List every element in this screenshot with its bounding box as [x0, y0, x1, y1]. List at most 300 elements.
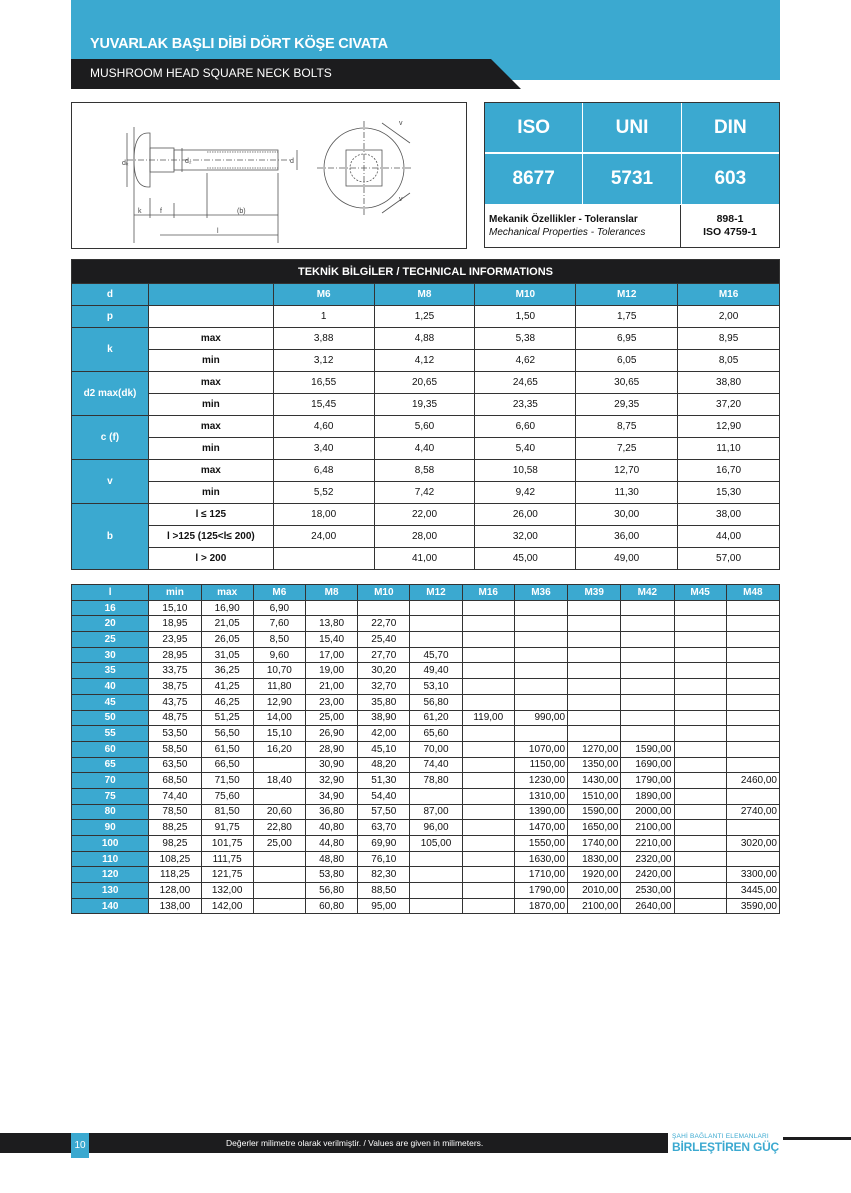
value-cell: 6,95: [576, 328, 678, 350]
value-cell: [674, 694, 726, 710]
value-cell: [568, 694, 621, 710]
value-cell: 76,10: [358, 851, 410, 867]
d-header: d: [72, 284, 149, 306]
value-cell: 4,60: [273, 416, 374, 438]
value-cell: [462, 851, 514, 867]
value-cell: 70,00: [410, 741, 462, 757]
table-row: [72, 647, 780, 663]
value-cell: 1790,00: [621, 773, 674, 789]
value-cell: [253, 851, 305, 867]
value-cell: [253, 788, 305, 804]
value-cell: 45,10: [358, 741, 410, 757]
value-cell: 15,40: [305, 632, 357, 648]
value-cell: [514, 632, 567, 648]
value-cell: 60,80: [305, 898, 357, 914]
value-cell: 15,10: [253, 726, 305, 742]
value-cell: 18,40: [253, 773, 305, 789]
value-cell: [726, 632, 779, 648]
value-cell: 17,00: [305, 647, 357, 663]
value-cell: 2,00: [678, 306, 780, 328]
value-cell: 63,50: [149, 757, 201, 773]
value-cell: 1150,00: [514, 757, 567, 773]
value-cell: 2010,00: [568, 883, 621, 899]
value-cell: 8,75: [576, 416, 678, 438]
table-row: [72, 883, 780, 899]
value-cell: [514, 616, 567, 632]
parameter-label: p: [72, 306, 149, 328]
value-cell: 45,00: [475, 548, 576, 570]
technical-info-row: [72, 526, 780, 548]
value-cell: 49,00: [576, 548, 678, 570]
value-cell: [358, 600, 410, 616]
value-cell: [462, 804, 514, 820]
length-cell: 45: [72, 694, 149, 710]
value-cell: [726, 788, 779, 804]
length-cell: 30: [72, 647, 149, 663]
value-cell: [462, 600, 514, 616]
value-cell: 41,00: [374, 548, 475, 570]
column-header: M8: [305, 585, 357, 601]
value-cell: 88,50: [358, 883, 410, 899]
value-cell: 7,42: [374, 482, 475, 504]
table-row: [72, 867, 780, 883]
length-cell: 65: [72, 757, 149, 773]
value-cell: 21,05: [201, 616, 253, 632]
standards-names-row: [485, 103, 779, 153]
value-cell: [462, 867, 514, 883]
column-header: min: [149, 585, 201, 601]
value-cell: [462, 788, 514, 804]
value-cell: [462, 883, 514, 899]
value-cell: 1,50: [475, 306, 576, 328]
value-cell: 1690,00: [621, 757, 674, 773]
value-cell: [462, 663, 514, 679]
value-cell: [462, 694, 514, 710]
technical-info-row: [72, 460, 780, 482]
value-cell: 56,80: [305, 883, 357, 899]
column-header: M16: [462, 585, 514, 601]
value-cell: 23,95: [149, 632, 201, 648]
value-cell: [514, 600, 567, 616]
parameter-sublabel: min: [148, 394, 273, 416]
technical-info-title: TEKNİK BİLGİLER / TECHNICAL INFORMATIONS: [72, 260, 780, 284]
value-cell: 3590,00: [726, 898, 779, 914]
value-cell: 4,12: [374, 350, 475, 372]
value-cell: 75,60: [201, 788, 253, 804]
parameter-sublabel: min: [148, 350, 273, 372]
value-cell: 16,20: [253, 741, 305, 757]
value-cell: 18,00: [273, 504, 374, 526]
value-cell: 51,25: [201, 710, 253, 726]
value-cell: [273, 548, 374, 570]
value-cell: 16,90: [201, 600, 253, 616]
value-cell: [621, 600, 674, 616]
value-cell: 74,40: [149, 788, 201, 804]
value-cell: 15,30: [678, 482, 780, 504]
value-cell: [568, 600, 621, 616]
value-cell: 121,75: [201, 867, 253, 883]
value-cell: 28,90: [305, 741, 357, 757]
size-header: M10: [475, 284, 576, 306]
value-cell: 32,00: [475, 526, 576, 548]
value-cell: 24,00: [273, 526, 374, 548]
brand-divider: [783, 1137, 851, 1140]
value-cell: 74,40: [410, 757, 462, 773]
value-cell: 87,00: [410, 804, 462, 820]
value-cell: [410, 898, 462, 914]
value-cell: 11,80: [253, 679, 305, 695]
value-cell: 69,90: [358, 836, 410, 852]
value-cell: 11,30: [576, 482, 678, 504]
value-cell: [674, 663, 726, 679]
value-cell: [462, 679, 514, 695]
value-cell: 91,75: [201, 820, 253, 836]
value-cell: 36,25: [201, 663, 253, 679]
value-cell: 58,50: [149, 741, 201, 757]
length-cell: 35: [72, 663, 149, 679]
length-cell: 50: [72, 710, 149, 726]
page-number: 10: [71, 1133, 89, 1158]
value-cell: 6,90: [253, 600, 305, 616]
standard-iso: ISO: [485, 103, 583, 152]
value-cell: [568, 710, 621, 726]
value-cell: [726, 694, 779, 710]
value-cell: [410, 616, 462, 632]
standard-din-number: 603: [682, 154, 779, 204]
value-cell: [621, 663, 674, 679]
length-cell: 100: [72, 836, 149, 852]
column-header: M36: [514, 585, 567, 601]
value-cell: 105,00: [410, 836, 462, 852]
value-cell: 45,70: [410, 647, 462, 663]
column-header: M12: [410, 585, 462, 601]
value-cell: 1590,00: [621, 741, 674, 757]
table-row: [72, 836, 780, 852]
blank-header: [148, 284, 273, 306]
value-cell: [674, 741, 726, 757]
mechanical-properties-row: [485, 205, 779, 247]
length-table: [71, 584, 780, 914]
standard-iso-number: 8677: [485, 154, 583, 204]
table-row: [72, 741, 780, 757]
length-cell: 70: [72, 773, 149, 789]
table-row: [72, 710, 780, 726]
length-cell: 40: [72, 679, 149, 695]
column-header: M6: [253, 585, 305, 601]
value-cell: 16,70: [678, 460, 780, 482]
value-cell: 30,90: [305, 757, 357, 773]
value-cell: 26,00: [475, 504, 576, 526]
value-cell: [253, 883, 305, 899]
table-row: [72, 600, 780, 616]
technical-info-row: [72, 328, 780, 350]
value-cell: 56,50: [201, 726, 253, 742]
svg-text:dₖ: dₖ: [122, 160, 129, 167]
technical-info-row: [72, 350, 780, 372]
value-cell: 20,60: [253, 804, 305, 820]
technical-info-row: [72, 504, 780, 526]
value-cell: [674, 632, 726, 648]
value-cell: [726, 851, 779, 867]
value-cell: 21,00: [305, 679, 357, 695]
value-cell: [674, 836, 726, 852]
value-cell: [726, 710, 779, 726]
table-row: [72, 679, 780, 695]
value-cell: 53,10: [410, 679, 462, 695]
value-cell: 3300,00: [726, 867, 779, 883]
column-header: M48: [726, 585, 779, 601]
page-subtitle: MUSHROOM HEAD SQUARE NECK BOLTS: [90, 66, 332, 80]
table-row: [72, 616, 780, 632]
value-cell: 40,80: [305, 820, 357, 836]
value-cell: 6,48: [273, 460, 374, 482]
value-cell: 66,50: [201, 757, 253, 773]
value-cell: [621, 726, 674, 742]
value-cell: 3,12: [273, 350, 374, 372]
length-cell: 90: [72, 820, 149, 836]
technical-info-row: [72, 482, 780, 504]
value-cell: [674, 726, 726, 742]
value-cell: 22,00: [374, 504, 475, 526]
value-cell: 44,00: [678, 526, 780, 548]
value-cell: 1890,00: [621, 788, 674, 804]
technical-info-title-row: [72, 260, 780, 284]
value-cell: 4,88: [374, 328, 475, 350]
svg-text:k: k: [138, 208, 142, 215]
mechanical-properties-label: Mekanik Özellikler - Toleranslar Mechanical Properties - Tolerances: [485, 205, 681, 247]
value-cell: [726, 663, 779, 679]
parameter-sublabel: max: [148, 328, 273, 350]
value-cell: 71,50: [201, 773, 253, 789]
standard-din: DIN: [682, 103, 779, 152]
value-cell: 2640,00: [621, 898, 674, 914]
value-cell: [514, 726, 567, 742]
svg-text:f: f: [160, 208, 162, 215]
value-cell: 1: [273, 306, 374, 328]
parameter-sublabel: [148, 306, 273, 328]
value-cell: [674, 804, 726, 820]
column-header: M10: [358, 585, 410, 601]
value-cell: 31,05: [201, 647, 253, 663]
value-cell: [514, 694, 567, 710]
value-cell: 12,90: [253, 694, 305, 710]
value-cell: [726, 679, 779, 695]
parameter-label: c (f): [72, 416, 149, 460]
value-cell: 8,95: [678, 328, 780, 350]
value-cell: 10,58: [475, 460, 576, 482]
value-cell: 1790,00: [514, 883, 567, 899]
value-cell: 2100,00: [568, 898, 621, 914]
value-cell: [410, 851, 462, 867]
value-cell: [462, 616, 514, 632]
value-cell: [621, 679, 674, 695]
value-cell: 56,80: [410, 694, 462, 710]
value-cell: 24,65: [475, 372, 576, 394]
value-cell: 30,65: [576, 372, 678, 394]
value-cell: [726, 757, 779, 773]
value-cell: [462, 647, 514, 663]
value-cell: 43,75: [149, 694, 201, 710]
table-row: [72, 632, 780, 648]
length-cell: 25: [72, 632, 149, 648]
table-row: [72, 898, 780, 914]
value-cell: [621, 647, 674, 663]
value-cell: [674, 757, 726, 773]
parameter-sublabel: max: [148, 416, 273, 438]
value-cell: 1350,00: [568, 757, 621, 773]
value-cell: 18,95: [149, 616, 201, 632]
value-cell: 6,05: [576, 350, 678, 372]
value-cell: 61,20: [410, 710, 462, 726]
value-cell: 81,50: [201, 804, 253, 820]
parameter-label: b: [72, 504, 149, 570]
value-cell: [568, 663, 621, 679]
table-row: [72, 820, 780, 836]
value-cell: 1740,00: [568, 836, 621, 852]
value-cell: [674, 773, 726, 789]
value-cell: 1630,00: [514, 851, 567, 867]
value-cell: 15,10: [149, 600, 201, 616]
value-cell: [514, 663, 567, 679]
value-cell: 138,00: [149, 898, 201, 914]
value-cell: 9,42: [475, 482, 576, 504]
value-cell: 33,75: [149, 663, 201, 679]
value-cell: [726, 741, 779, 757]
value-cell: 78,50: [149, 804, 201, 820]
value-cell: 990,00: [514, 710, 567, 726]
value-cell: [410, 883, 462, 899]
value-cell: 3445,00: [726, 883, 779, 899]
value-cell: 1510,00: [568, 788, 621, 804]
value-cell: [621, 616, 674, 632]
value-cell: 34,90: [305, 788, 357, 804]
value-cell: 3020,00: [726, 836, 779, 852]
svg-text:v: v: [399, 120, 403, 127]
technical-info-table: [71, 259, 780, 570]
value-cell: 95,00: [358, 898, 410, 914]
value-cell: 53,80: [305, 867, 357, 883]
value-cell: 25,00: [305, 710, 357, 726]
length-cell: 55: [72, 726, 149, 742]
table-row: [72, 694, 780, 710]
value-cell: 5,40: [475, 438, 576, 460]
value-cell: 3,88: [273, 328, 374, 350]
table-row: [72, 663, 780, 679]
value-cell: 78,80: [410, 773, 462, 789]
value-cell: 14,00: [253, 710, 305, 726]
length-cell: 60: [72, 741, 149, 757]
value-cell: [514, 679, 567, 695]
page-title: YUVARLAK BAŞLI DİBİ DÖRT KÖŞE CIVATA: [90, 36, 388, 52]
value-cell: [621, 632, 674, 648]
value-cell: 2100,00: [621, 820, 674, 836]
value-cell: 25,00: [253, 836, 305, 852]
value-cell: 44,80: [305, 836, 357, 852]
value-cell: 25,40: [358, 632, 410, 648]
value-cell: 7,25: [576, 438, 678, 460]
value-cell: [674, 867, 726, 883]
table-row: [72, 726, 780, 742]
column-header: max: [201, 585, 253, 601]
value-cell: 48,20: [358, 757, 410, 773]
value-cell: 22,70: [358, 616, 410, 632]
svg-text:l: l: [217, 228, 219, 235]
value-cell: 88,25: [149, 820, 201, 836]
value-cell: 35,80: [358, 694, 410, 710]
brand-name: BİRLEŞTİREN GÜÇ: [672, 1140, 780, 1154]
value-cell: [462, 757, 514, 773]
size-header: M8: [374, 284, 475, 306]
parameter-sublabel: max: [148, 460, 273, 482]
value-cell: 46,25: [201, 694, 253, 710]
parameter-sublabel: l > 200: [148, 548, 273, 570]
value-cell: [410, 632, 462, 648]
value-cell: 20,65: [374, 372, 475, 394]
value-cell: [674, 679, 726, 695]
value-cell: 2530,00: [621, 883, 674, 899]
value-cell: [568, 632, 621, 648]
parameter-sublabel: min: [148, 438, 273, 460]
value-cell: [674, 883, 726, 899]
technical-info-row: [72, 548, 780, 570]
value-cell: [726, 647, 779, 663]
value-cell: 42,00: [358, 726, 410, 742]
value-cell: 27,70: [358, 647, 410, 663]
value-cell: 119,00: [462, 710, 514, 726]
parameter-label: k: [72, 328, 149, 372]
value-cell: 1650,00: [568, 820, 621, 836]
value-cell: 8,58: [374, 460, 475, 482]
value-cell: [410, 867, 462, 883]
parameter-sublabel: l >125 (125<l≤ 200): [148, 526, 273, 548]
parameter-label: d2 max(dk): [72, 372, 149, 416]
length-cell: 120: [72, 867, 149, 883]
column-header: M42: [621, 585, 674, 601]
value-cell: [462, 741, 514, 757]
value-cell: 5,38: [475, 328, 576, 350]
value-cell: [621, 694, 674, 710]
value-cell: 96,00: [410, 820, 462, 836]
column-header: M39: [568, 585, 621, 601]
value-cell: 1310,00: [514, 788, 567, 804]
value-cell: [726, 820, 779, 836]
value-cell: [674, 851, 726, 867]
value-cell: [674, 710, 726, 726]
value-cell: 1550,00: [514, 836, 567, 852]
value-cell: 19,00: [305, 663, 357, 679]
technical-drawing: [71, 102, 467, 249]
technical-info-row: [72, 438, 780, 460]
value-cell: 29,35: [576, 394, 678, 416]
value-cell: 4,40: [374, 438, 475, 460]
value-cell: [253, 867, 305, 883]
value-cell: 65,60: [410, 726, 462, 742]
svg-text:v: v: [399, 196, 403, 203]
value-cell: 4,62: [475, 350, 576, 372]
value-cell: 51,30: [358, 773, 410, 789]
value-cell: 30,20: [358, 663, 410, 679]
value-cell: 82,30: [358, 867, 410, 883]
size-header: M12: [576, 284, 678, 306]
standards-numbers-row: [485, 154, 779, 204]
value-cell: [674, 647, 726, 663]
length-cell: 80: [72, 804, 149, 820]
table-row: [72, 788, 780, 804]
table-row: [72, 804, 780, 820]
value-cell: [568, 647, 621, 663]
svg-text:d: d: [290, 158, 294, 165]
length-cell: 75: [72, 788, 149, 804]
